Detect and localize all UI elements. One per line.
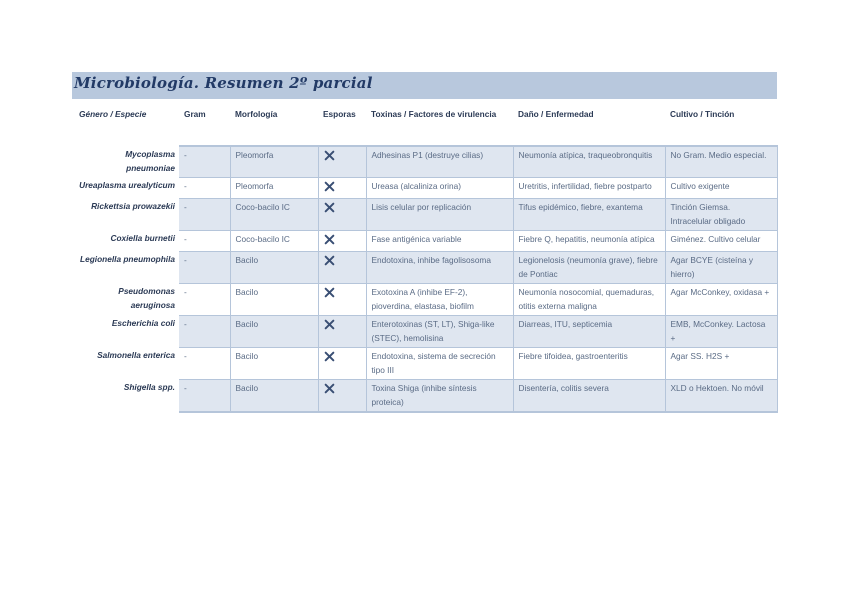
cell-morphology: Pleomorfa [230, 146, 318, 177]
table-row [72, 230, 777, 251]
cell-gram: - [179, 315, 230, 347]
cell-genus: Rickettsia prowazekii [91, 201, 175, 211]
cell-gram: - [179, 146, 230, 177]
cell-toxins: Toxina Shiga (inhibe síntesis proteica) [366, 379, 513, 412]
x-icon [324, 255, 335, 266]
x-icon [324, 287, 335, 298]
cell-spores [318, 177, 366, 198]
cell-culture: Tinción Giemsa. Intracelular obligado [665, 198, 777, 230]
header-morphology: Morfología [235, 109, 278, 119]
header-toxins: Toxinas / Factores de virulencia [371, 109, 497, 119]
header-gram: Gram [184, 109, 206, 119]
cell-gram: - [179, 230, 230, 251]
cell-toxins: Fase antigénica variable [366, 230, 513, 251]
cell-toxins: Adhesinas P1 (destruye cilias) [366, 146, 513, 177]
cell-morphology: Coco-bacilo IC [230, 230, 318, 251]
cell-toxins: Exotoxina A (inhibe EF-2), pioverdina, elastasa, biofilm [366, 283, 513, 315]
cell-culture: No Gram. Medio especial. [665, 146, 777, 177]
cell-genus: Escherichia coli [111, 318, 175, 328]
table-row [72, 177, 777, 198]
cell-gram: - [179, 379, 230, 412]
cell-damage: Legionelosis (neumonía grave), fiebre de Pontiac [513, 251, 665, 283]
table-body [72, 146, 777, 412]
table-row [72, 198, 777, 230]
cell-toxins: Lisis celular por replicación [366, 198, 513, 230]
table-row [72, 315, 777, 347]
header-genus: Género / Especie [79, 109, 147, 119]
cell-genus: Mycoplasma pneumoniae [125, 149, 175, 173]
x-icon [324, 150, 335, 161]
cell-spores [318, 198, 366, 230]
cell-morphology: Bacilo [230, 283, 318, 315]
header-culture: Cultivo / Tinción [670, 109, 735, 119]
cell-damage: Disentería, colitis severa [513, 379, 665, 412]
cell-morphology: Bacilo [230, 379, 318, 412]
cell-toxins: Enterotoxinas (ST, LT), Shiga-like (STEC), hemolisina [366, 315, 513, 347]
cell-culture: Giménez. Cultivo celular [665, 230, 777, 251]
x-icon [324, 383, 335, 394]
cell-morphology: Bacilo [230, 315, 318, 347]
cell-toxins: Ureasa (alcaliniza orina) [366, 177, 513, 198]
header-row [72, 104, 777, 146]
table-row [72, 146, 777, 177]
cell-culture: Agar McConkey, oxidasa + [665, 283, 777, 315]
header-spores: Esporas [323, 109, 356, 119]
cell-damage: Diarreas, ITU, septicemia [513, 315, 665, 347]
cell-damage: Neumonía atípica, traqueobronquitis [513, 146, 665, 177]
x-icon [324, 202, 335, 213]
cell-genus: Pseudomonas aeruginosa [118, 286, 175, 310]
cell-spores [318, 146, 366, 177]
cell-culture: XLD o Hektoen. No móvil [665, 379, 777, 412]
cell-spores [318, 379, 366, 412]
cell-genus: Legionella pneumophila [80, 254, 175, 264]
cell-culture: Agar BCYE (cisteína y hierro) [665, 251, 777, 283]
cell-morphology: Bacilo [230, 251, 318, 283]
x-icon [324, 351, 335, 362]
cell-gram: - [179, 251, 230, 283]
cell-morphology: Coco-bacilo IC [230, 198, 318, 230]
cell-morphology: Bacilo [230, 347, 318, 379]
cell-spores [318, 251, 366, 283]
cell-damage: Uretritis, infertilidad, fiebre postparto [513, 177, 665, 198]
document-title: Microbiología. Resumen 2º parcial [74, 74, 373, 92]
summary-table [72, 104, 778, 413]
table-row [72, 379, 777, 412]
cell-gram: - [179, 347, 230, 379]
table-row [72, 347, 777, 379]
cell-damage: Neumonía nosocomial, quemaduras, otitis externa maligna [513, 283, 665, 315]
cell-genus: Shigella spp. [123, 382, 175, 392]
cell-spores [318, 315, 366, 347]
cell-spores [318, 347, 366, 379]
cell-gram: - [179, 177, 230, 198]
cell-toxins: Endotoxina, sistema de secreción tipo III [366, 347, 513, 379]
x-icon [324, 181, 335, 192]
cell-morphology: Pleomorfa [230, 177, 318, 198]
cell-genus: Salmonella enterica [97, 350, 175, 360]
x-icon [324, 234, 335, 245]
cell-spores [318, 283, 366, 315]
cell-culture: Agar SS. H2S + [665, 347, 777, 379]
cell-damage: Tifus epidémico, fiebre, exantema [513, 198, 665, 230]
cell-damage: Fiebre Q, hepatitis, neumonía atípica [513, 230, 665, 251]
cell-culture: Cultivo exigente [665, 177, 777, 198]
header-damage: Daño / Enfermedad [518, 109, 594, 119]
cell-gram: - [179, 283, 230, 315]
table-row [72, 251, 777, 283]
cell-spores [318, 230, 366, 251]
cell-toxins: Endotoxina, inhibe fagolisosoma [366, 251, 513, 283]
cell-culture: EMB, McConkey. Lactosa + [665, 315, 777, 347]
cell-damage: Fiebre tifoidea, gastroenteritis [513, 347, 665, 379]
x-icon [324, 319, 335, 330]
cell-genus: Coxiella burnetii [110, 233, 175, 243]
cell-genus: Ureaplasma urealyticum [79, 180, 175, 190]
table-row [72, 283, 777, 315]
cell-gram: - [179, 198, 230, 230]
